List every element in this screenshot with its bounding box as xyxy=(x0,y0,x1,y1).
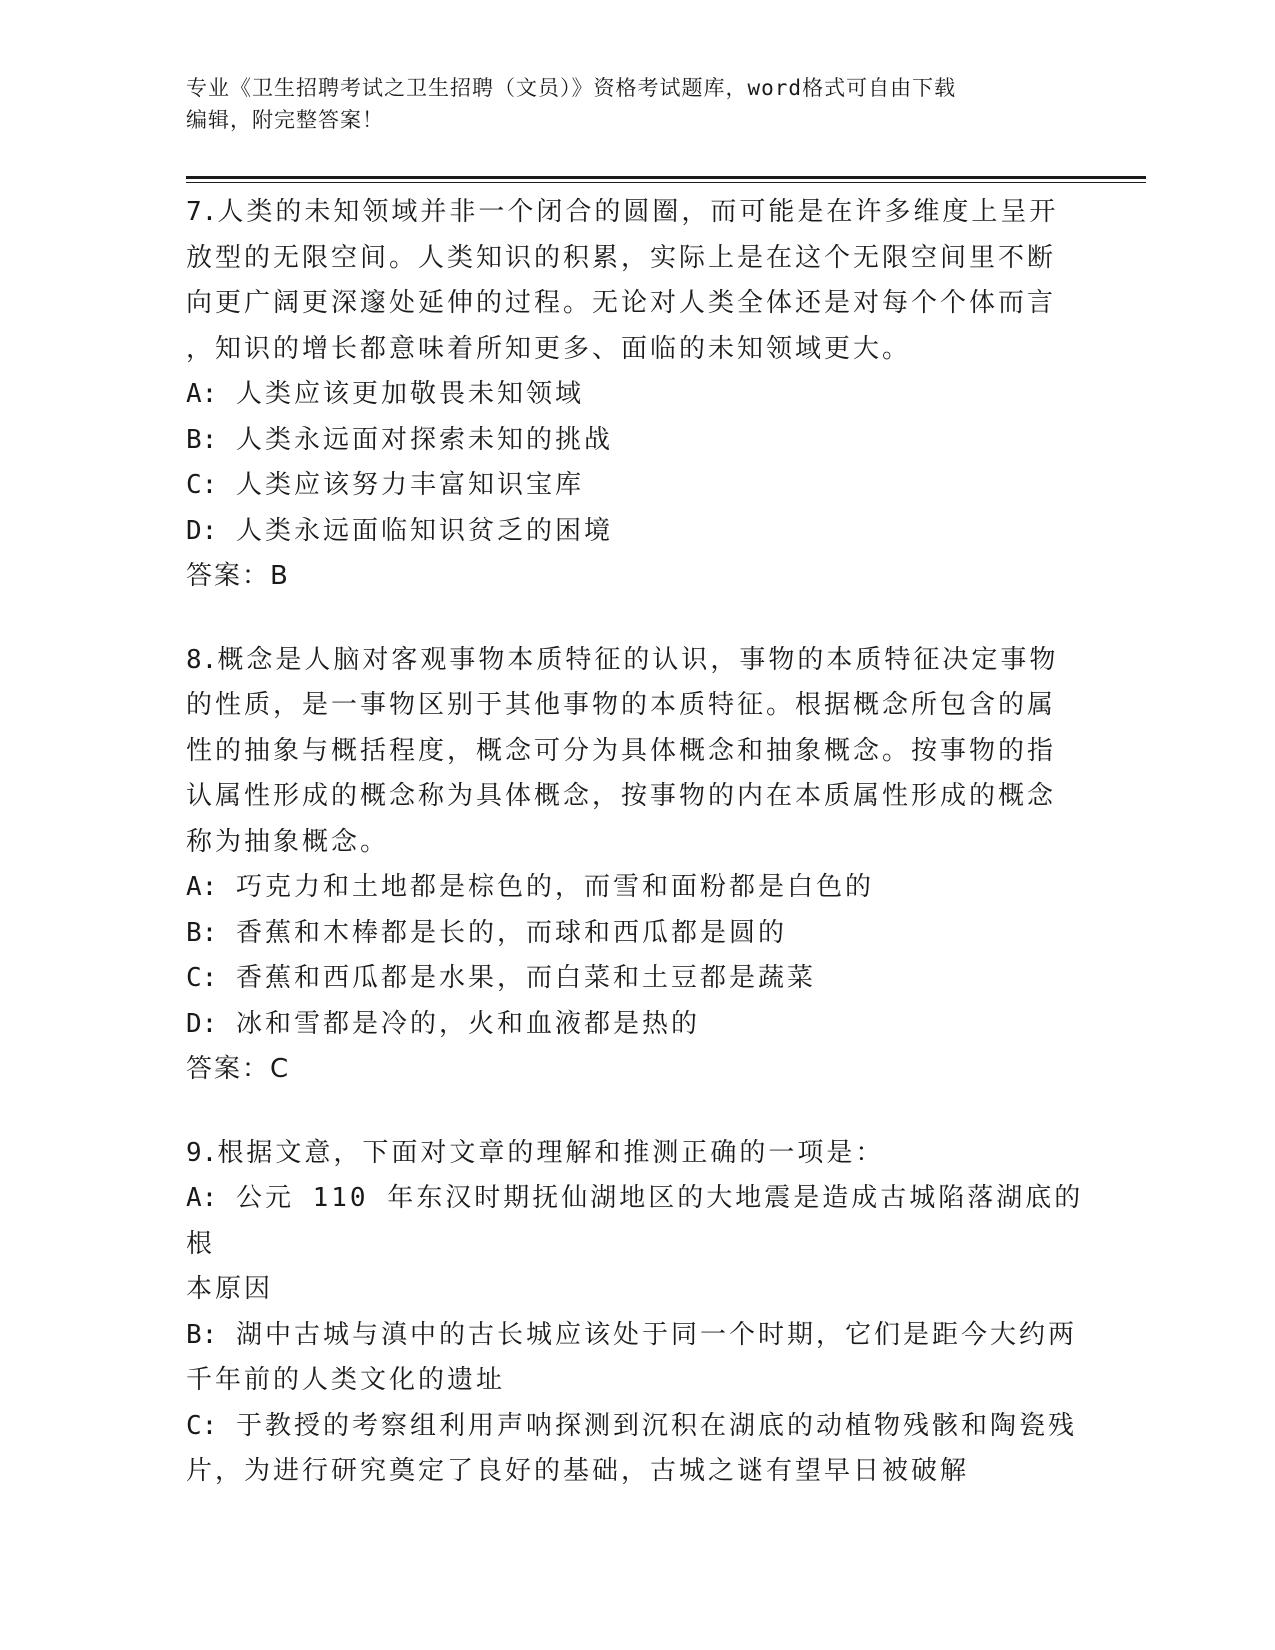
option-a xyxy=(186,865,1086,911)
question-number: 7. xyxy=(186,197,218,227)
option-b xyxy=(186,1313,1086,1359)
option-b-continuation: 千年前的人类文化的遗址 xyxy=(186,1365,506,1395)
question-stem-line: 的性质，是一事物区别于其他事物的本质特征。根据概念所包含的属 xyxy=(186,690,1057,720)
option-letter: A: xyxy=(186,1183,218,1213)
option-text: 公元 110 年东汉时期抚仙湖地区的大地震是造成古城陷落湖底的根 xyxy=(186,1183,1084,1259)
option-b xyxy=(186,418,1086,464)
option-text: 湖中古城与滇中的古长城应该处于同一个时期，它们是距今大约两 xyxy=(235,1319,1077,1350)
question-9 xyxy=(186,1131,1086,1495)
option-letter: D: xyxy=(186,1008,218,1039)
question-7 xyxy=(186,190,1086,600)
option-c xyxy=(186,956,1086,1002)
option-letter: B: xyxy=(186,1319,218,1350)
question-stem-line: 8.概念是人脑对客观事物本质特征的认识，事物的本质特征决定事物 xyxy=(186,644,1059,675)
question-stem-line: 9.根据文意，下面对文章的理解和推测正确的一项是： xyxy=(186,1137,885,1168)
question-stem-line: 向更广阔更深邃处延伸的过程。无论对人类全体还是对每个个体而言 xyxy=(186,288,1057,318)
option-text: 巧克力和土地都是棕色的，而雪和面粉都是白色的 xyxy=(235,872,874,902)
answer-line: 答案：B xyxy=(186,561,290,591)
option-letter: C: xyxy=(186,963,218,993)
option-letter: B: xyxy=(186,424,218,455)
question-stem-line: 认属性形成的概念称为具体概念，按事物的内在本质属性形成的概念 xyxy=(186,781,1057,811)
option-letter: C: xyxy=(186,1410,218,1441)
question-number: 9. xyxy=(186,1137,218,1168)
option-letter: C: xyxy=(186,470,218,500)
option-b xyxy=(186,911,1086,957)
question-8 xyxy=(186,638,1086,1093)
option-a xyxy=(186,372,1086,418)
header-line-1: 专业《卫生招聘考试之卫生招聘（文员）》资格考试题库，word格式可自由下载 xyxy=(186,76,957,100)
option-text: 人类永远面临知识贫乏的困境 xyxy=(235,515,613,546)
option-letter: B: xyxy=(186,917,218,948)
option-a-continuation: 本原因 xyxy=(186,1274,274,1304)
header-divider-thick xyxy=(186,176,1146,179)
question-stem-line: 放型的无限空间。人类知识的积累，实际上是在这个无限空间里不断 xyxy=(186,242,1057,273)
header-divider-thin xyxy=(186,182,1146,183)
option-letter: A: xyxy=(186,379,218,409)
option-text: 冰和雪都是冷的，火和血液都是热的 xyxy=(235,1008,700,1039)
question-stem-line: ，知识的增长都意味着所知更多、面临的未知领域更大。 xyxy=(186,333,912,364)
option-text: 于教授的考察组利用声呐探测到沉积在湖底的动植物残骸和陶瓷残 xyxy=(235,1410,1077,1441)
option-c xyxy=(186,1404,1086,1450)
option-c xyxy=(186,463,1086,509)
option-a xyxy=(186,1176,1086,1267)
option-text: 香蕉和西瓜都是水果，而白菜和土豆都是蔬菜 xyxy=(235,963,816,993)
header-line-2: 编辑，附完整答案！ xyxy=(186,108,384,132)
question-stem-line: 称为抽象概念。 xyxy=(186,826,390,857)
question-stem-line: 性的抽象与概括程度，概念可分为具体概念和抽象概念。按事物的指 xyxy=(186,735,1057,766)
question-number: 8. xyxy=(186,644,218,675)
question-list xyxy=(186,190,1086,1533)
option-d xyxy=(186,509,1086,555)
document-header xyxy=(186,72,1066,136)
option-c-continuation: 片，为进行研究奠定了良好的基础，古城之谜有望早日被破解 xyxy=(186,1456,970,1486)
option-text: 香蕉和木棒都是长的，而球和西瓜都是圆的 xyxy=(235,917,787,948)
option-letter: D: xyxy=(186,515,218,546)
option-text: 人类永远面对探索未知的挑战 xyxy=(235,424,613,455)
option-text: 人类应该努力丰富知识宝库 xyxy=(235,470,584,500)
answer-line: 答案：C xyxy=(186,1054,291,1084)
option-d xyxy=(186,1002,1086,1048)
question-stem-line: 7.人类的未知领域并非一个闭合的圆圈，而可能是在许多维度上呈开 xyxy=(186,197,1059,227)
option-letter: A: xyxy=(186,872,218,902)
option-text: 人类应该更加敬畏未知领域 xyxy=(235,379,584,409)
